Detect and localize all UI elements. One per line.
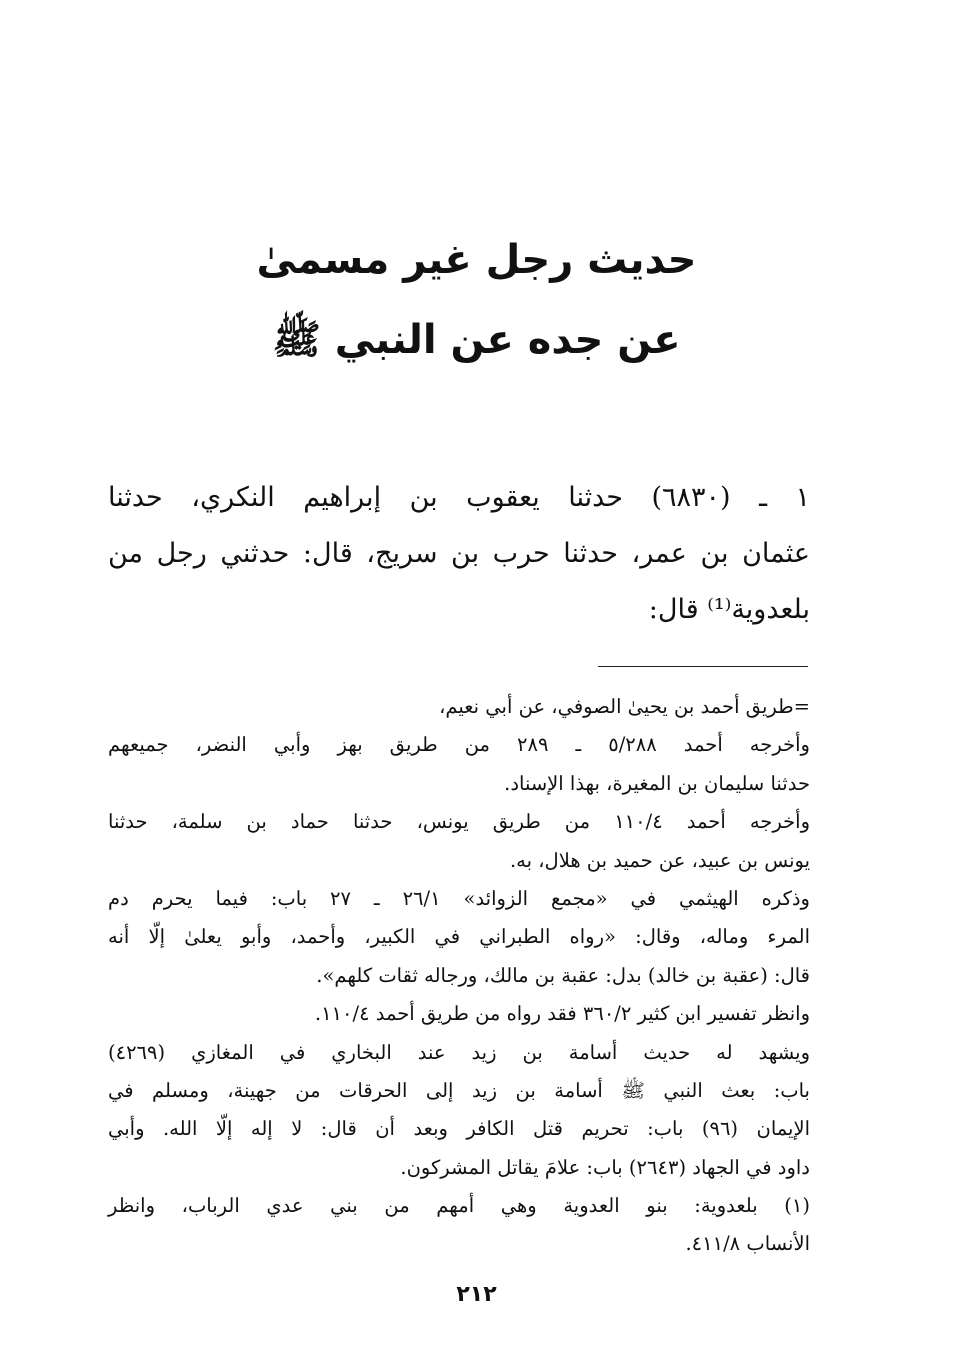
hadith-text [108, 470, 810, 638]
footnote-line: وأخرجه أحمد ٥/٢٨٨ ـ ٢٨٩ من طريق بهز وأبي النضر، جميعهم [108, 733, 810, 757]
footnote-line: وانظر تفسير ابن كثير ٣٦٠/٢ فقد رواه من طريق أحمد ١١٠/٤. [314, 1002, 810, 1026]
chapter-title-line-1: حديث رجل غير مسمىٰ [256, 237, 697, 283]
footnote-line: حدثنا سليمان بن المغيرة، بهذا الإسناد. [504, 771, 810, 795]
hadith-line: عثمان بن عمر، حدثنا حرب بن سريج، قال: حدثني رجل من [108, 538, 810, 569]
footnote-line: الأنساب ٤١١/٨. [685, 1232, 810, 1256]
footnote-separator [598, 666, 808, 667]
footnote-line: باب: بعث النبي ﷺ أسامة بن زيد إلى الحرقات من جهينة، ومسلم في [108, 1078, 810, 1102]
footnote-line: يونس بن عبيد، عن حميد بن هلال، به. [509, 848, 810, 872]
footnote-line: قال: (عقبة بن خالد) بدل: عقبة بن مالك، ورجاله ثقات كلهم». [316, 963, 810, 987]
footnote-line: =طريق أحمد بن يحيىٰ الصوفي، عن أبي نعيم، [439, 695, 810, 718]
footnote-line: ويشهد له حديث أسامة بن زيد عند البخاري في المغازي (٤٢٦٩) [108, 1040, 810, 1064]
footnote-line: المرء وماله، وقال: «رواه الطبراني في الكبير، وأحمد، وأبو يعلىٰ إلّا أنه [108, 925, 810, 949]
hadith-line: بلعدوية⁽¹⁾ قال: [648, 594, 810, 625]
footnote-line: وذكره الهيثمي في «مجمع الزوائد» ٢٦/١ ـ ٢٧ باب: فيما يحرم دم [108, 886, 810, 910]
footnote-line: (١) بلعدوية: بنو العدوية وهي أمهم من بني عدي الرباب، وانظر [108, 1194, 810, 1218]
footnote-line: وأخرجه أحمد ١١٠/٤ من طريق يونس، حدثنا حماد بن سلمة، حدثنا [108, 810, 810, 834]
footnote-line: داود في الجهاد (٢٦٤٣) باب: علامَ يقاتل المشركون. [400, 1155, 810, 1179]
page-number: ٢١٢ [456, 1282, 497, 1307]
footnote-line: الإيمان (٩٦) باب: تحريم قتل الكافر وبعد أن قال: لا إله إلّا الله. وأبي [108, 1117, 810, 1141]
footnotes-block [108, 688, 810, 1264]
hadith-line: ١ ـ (٦٨٣٠) حدثنا يعقوب بن إبراهيم النكري، حدثنا [108, 482, 811, 513]
chapter-title-line-2: عن جده عن النبي ﷺ [272, 317, 681, 363]
